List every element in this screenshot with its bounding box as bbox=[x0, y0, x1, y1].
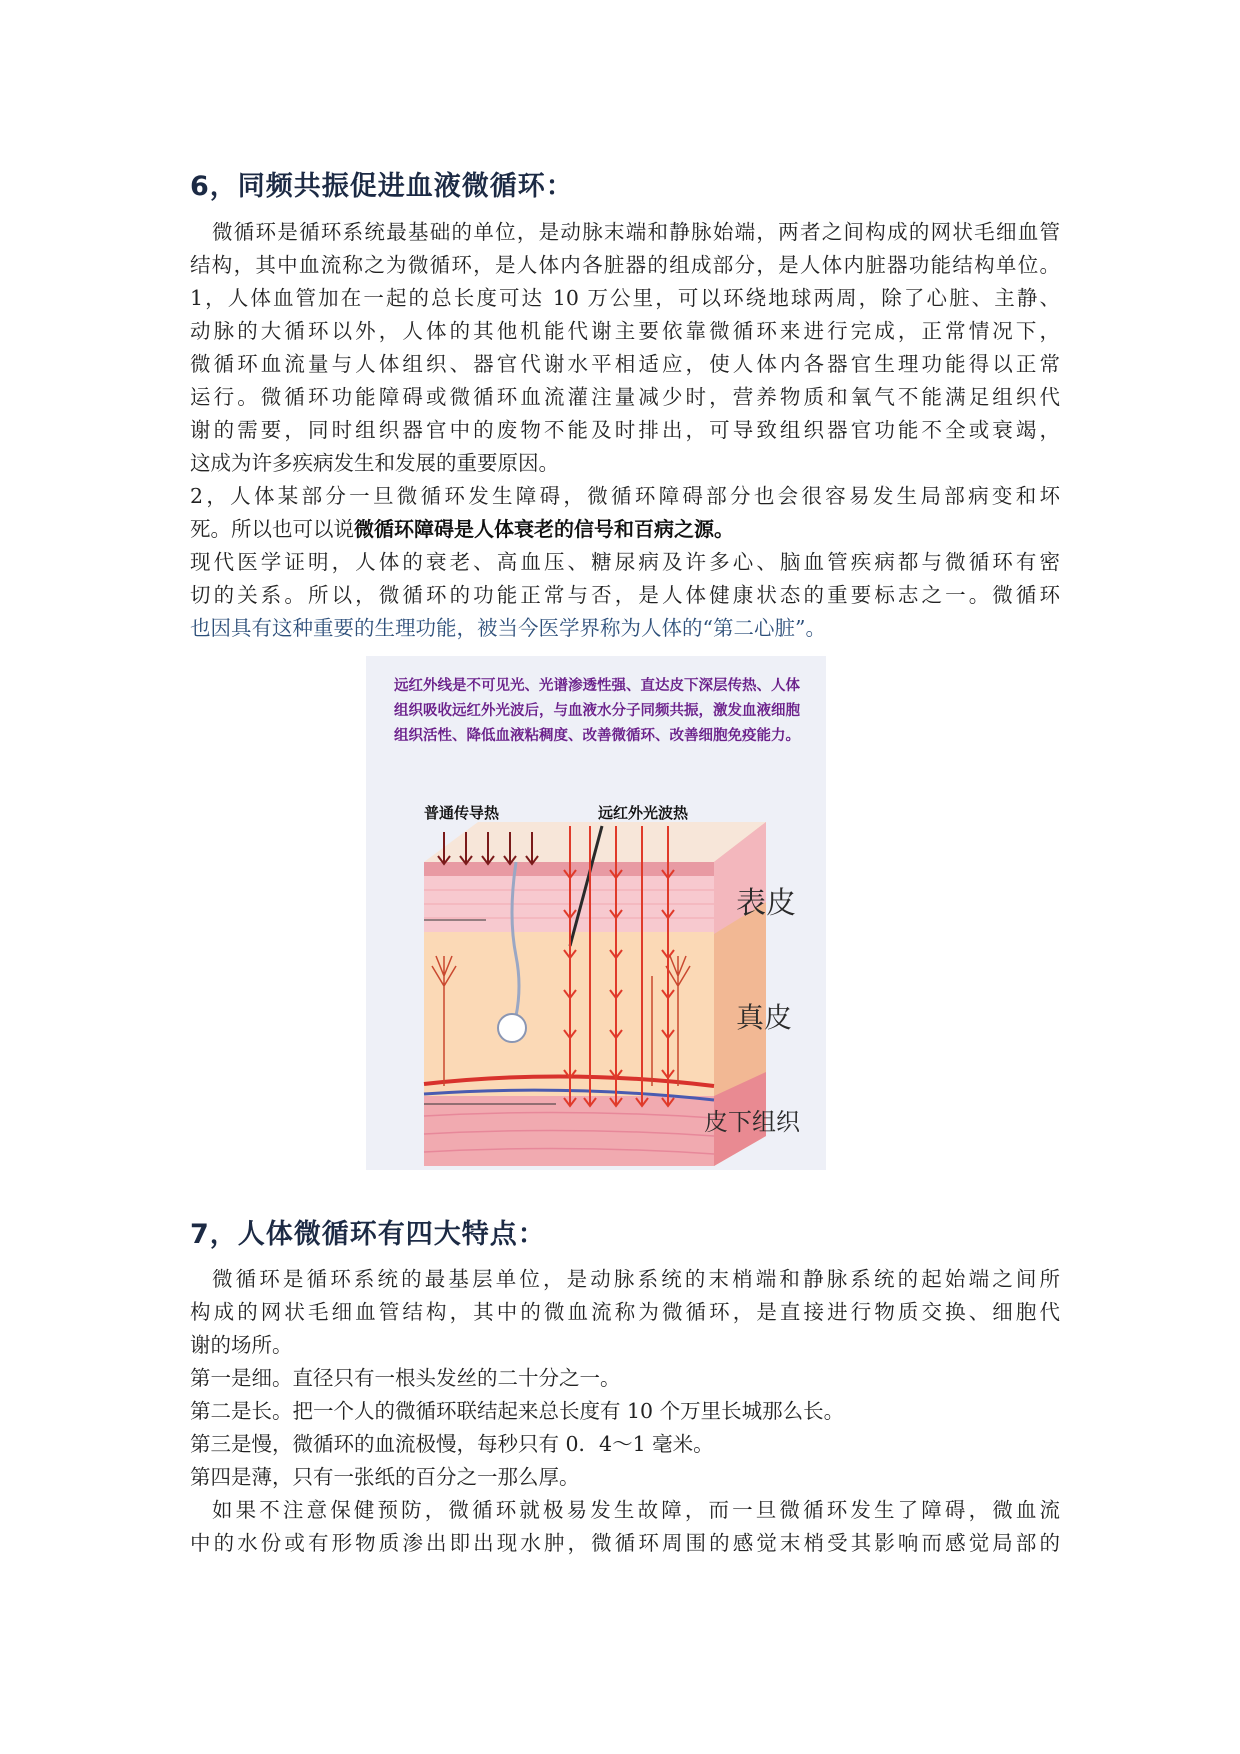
paragraph-line: 第一是细。直径只有一根头发丝的二十分之一。 bbox=[190, 1366, 621, 1390]
label-far-infrared-heat: 远红外光波热 bbox=[598, 804, 689, 822]
section-7-heading: 7，人体微循环有四大特点： bbox=[190, 1219, 546, 1250]
emphasis-text: 微循环障碍是人体衰老的信号和百病之源。 bbox=[354, 517, 734, 541]
paragraph-line: 现代医学证明，人体的衰老、高血压、糖尿病及许多心、脑血管疾病都与微循环有密 bbox=[190, 550, 1060, 574]
label-normal-heat: 普通传导热 bbox=[424, 804, 500, 822]
paragraph-line: 中的水份或有形物质渗出即出现水肿，微循环周围的感觉末梢受其影响而感觉局部的 bbox=[190, 1531, 1060, 1555]
figure-caption: 远红外线是不可见光、光谱渗透性强、直达皮下深层传热、人体组织吸收远红外光波后，与血液水分子同频共振，激发血液细胞组织活性、降低血液粘稠度、改善微循环、改善细胞免疫能力。 bbox=[394, 678, 800, 744]
paragraph-line: 构成的网状毛细血管结构，其中的微血流称为微循环，是直接进行物质交换、细胞代 bbox=[190, 1300, 1060, 1324]
paragraph-text: 死。所以也可以说 bbox=[190, 517, 354, 541]
paragraph-line: 这成为许多疾病发生和发展的重要原因。 bbox=[190, 451, 559, 475]
paragraph-line: 第二是长。把一个人的微循环联结起来总长度有 10 个万里长城那么长。 bbox=[190, 1399, 845, 1423]
paragraph-line: 谢的场所。 bbox=[190, 1333, 293, 1357]
paragraph-line: 微循环是循环系统的最基层单位，是动脉系统的末梢端和静脉系统的起始端之间所 bbox=[212, 1267, 1060, 1291]
paragraph-line: 微循环血流量与人体组织、器官代谢水平相适应，使人体内各器官生理功能得以正常 bbox=[190, 352, 1060, 376]
paragraph-line: 动脉的大循环以外，人体的其他机能代谢主要依靠微循环来进行完成，正常情况下， bbox=[190, 319, 1060, 343]
paragraph-line: 第三是慢，微循环的血流极慢，每秒只有 0．4～1 毫米。 bbox=[190, 1432, 714, 1456]
label-dermis: 真皮 bbox=[736, 1001, 793, 1034]
paragraph-line: 2，人体某部分一旦微循环发生障碍，微循环障碍部分也会很容易发生局部病变和坏 bbox=[190, 484, 1060, 508]
paragraph-line: 谢的需要，同时组织器官中的废物不能及时排出，可导致组织器官功能不全或衰竭， bbox=[190, 418, 1060, 442]
paragraph-line: 运行。微循环功能障碍或微循环血流灌注量减少时，营养物质和氧气不能满足组织代 bbox=[190, 385, 1060, 409]
skin-diagram-figure bbox=[366, 656, 826, 1170]
paragraph-line: 1，人体血管加在一起的总长度可达 10 万公里，可以环绕地球两周，除了心脏、主静、 bbox=[190, 286, 1060, 310]
label-epidermis: 表皮 bbox=[736, 886, 796, 921]
paragraph-line: 也因具有这种重要的生理功能，被当今医学界称为人体的“第二心脏”。 bbox=[190, 616, 826, 640]
paragraph-line-with-emphasis bbox=[190, 517, 1060, 541]
section-6-heading: 6，同频共振促进血液微循环： bbox=[190, 171, 574, 202]
paragraph-line: 结构，其中血流称之为微循环，是人体内各脏器的组成部分，是人体内脏器功能结构单位。 bbox=[190, 253, 1060, 277]
paragraph-line: 如果不注意保健预防，微循环就极易发生故障，而一旦微循环发生了障碍，微血流 bbox=[212, 1498, 1060, 1522]
sweat-gland bbox=[498, 1014, 526, 1042]
paragraph-line: 第四是薄，只有一张纸的百分之一那么厚。 bbox=[190, 1465, 580, 1489]
label-subcutaneous: 皮下组织 bbox=[704, 1108, 800, 1136]
paragraph-line: 微循环是循环系统最基础的单位，是动脉末端和静脉始端，两者之间构成的网状毛细血管 bbox=[212, 220, 1060, 244]
paragraph-line: 切的关系。所以，微循环的功能正常与否，是人体健康状态的重要标志之一。微循环 bbox=[190, 583, 1060, 607]
